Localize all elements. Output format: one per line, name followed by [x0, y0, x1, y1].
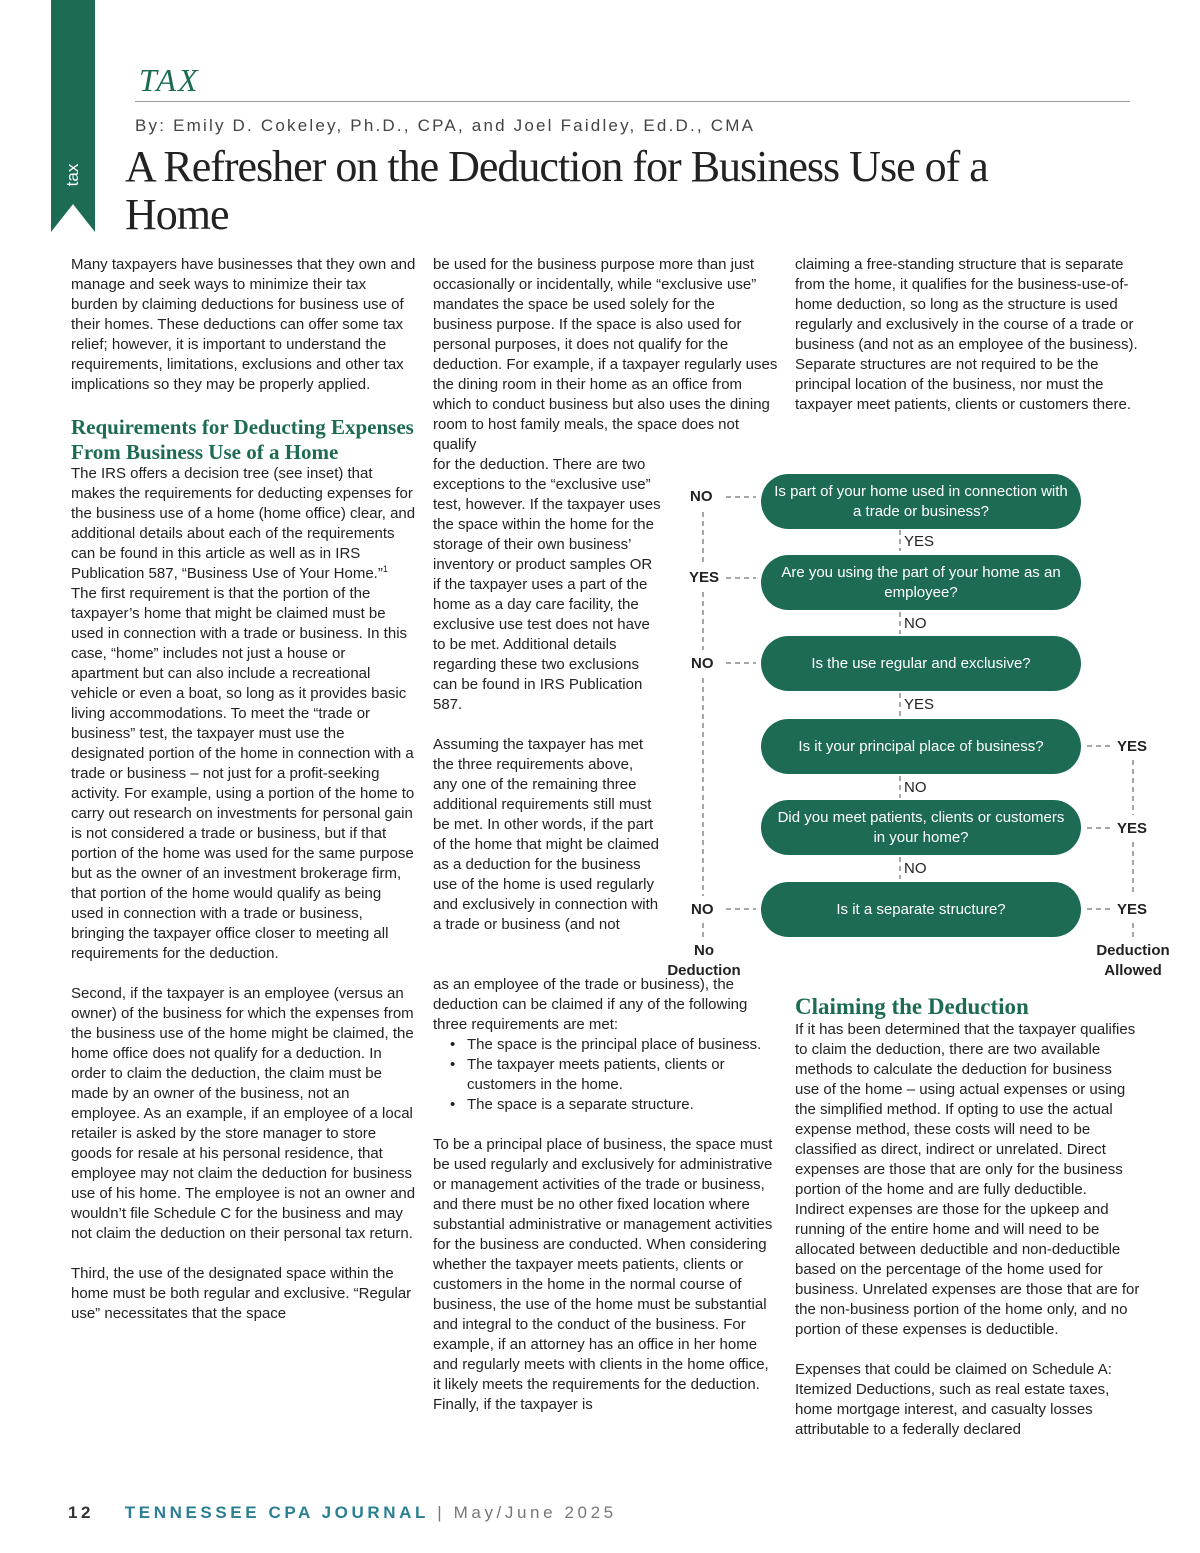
article-title: A Refresher on the Deduction for Business Use of a Home	[125, 142, 988, 239]
paragraph: claiming a free-standing structure that is separate from the home, it qualifies for the business-use-of-home deduction, so long as the structure is used regularly and exclusively in the course of a trade or business (and not as an employee of the business). Separate structures are not required to be the principal location of the business, nor must the taxpayer meet patients, clients or customers there.	[795, 256, 1138, 413]
left-label: NO	[690, 488, 713, 505]
requirements-heading: Requirements for Deducting Expenses From Business Use of a Home	[71, 415, 414, 464]
decision-box-principal-place: Is it your principal place of business?	[761, 719, 1081, 774]
decision-box-employee: Are you using the part of your home as an employee?	[761, 555, 1081, 610]
left-label: NO	[691, 655, 714, 672]
left-label: YES	[689, 569, 720, 586]
paragraph: The IRS offers a decision tree (see inset) that makes the requirements for deducting expenses for the business use of a home (home office) clear, and additional details about each of the requirements can be found in this article as well as in IRS Publication 587, “Business Use of Your Home.”$^1$ The first requirement is that the portion of the taxpayer’s home that might be claimed must be used in connection with a trade or business. In this case, “home” includes not just a house or apartment but can also include a recreational vehicle or even a boat, so long as it provides basic living accommodations. To meet the “trade or business” test, the taxpayer must use the designated portion of the home in connection with a trade or business – not just for a profit-seeking activity. For example, using a portion of the home to carry out research on investments for personal gain is not considered a trade or business, but if that portion of the home was used for the same purpose but as the owner of an investment brokerage firm, that portion of the home would qualify as being used in connection with a trade or business, bringing the taxpayer office closer to meeting all requirements for the deduction.	[71, 465, 416, 962]
section-title: TAX	[139, 62, 200, 98]
right-label: YES	[1117, 820, 1148, 837]
middle-label: YES	[904, 533, 935, 550]
footer-separator: |	[437, 1503, 446, 1522]
paragraph: for the deduction. There are two exceptions to the “exclusive use” test, however. If the taxpayer uses the space within the home for the storage of their own business’ inventory or product samples OR if the taxpayer uses a part of the home as a day care facility, the exclusive use test does not have to be met. Additional details regarding these two exclusions can be found in IRS Publication 587.	[433, 456, 661, 713]
paragraph: be used for the business purpose more than just occasionally or incidentally, while “exclusive use” mandates the space be used solely for the business purpose. If the space is also used for personal purposes, it does not qualify for the deduction. For example, if a taxpayer regularly uses the dining room in their home as an office from which to conduct business but also uses the dining room to host family meals, the space does not qualify	[433, 256, 778, 453]
page-number: 12	[68, 1503, 95, 1522]
decision-box-separate-structure: Is it a separate structure?	[761, 882, 1081, 937]
byline: By: Emily D. Cokeley, Ph.D., CPA, and Joel Faidley, Ed.D., CMA	[135, 116, 756, 135]
list-item: • The space is a separate structure.	[467, 1095, 778, 1115]
claiming-heading: Claiming the Deduction	[795, 994, 1029, 1019]
decision-box-regular-exclusive: Is the use regular and exclusive?	[761, 636, 1081, 691]
no-deduction-outcome: No Deduction	[667, 942, 741, 979]
middle-label: NO	[904, 615, 927, 632]
section-tab-label: tax	[63, 163, 82, 187]
deduction-allowed-outcome: Deduction Allowed	[1096, 942, 1170, 979]
list-item: • The space is the principal place of business.	[467, 1035, 778, 1055]
right-label: YES	[1117, 901, 1148, 918]
page-footer	[68, 1503, 617, 1523]
paragraph: To be a principal place of business, the space must be used regularly and exclusively for administrative or management activities of the trade or business, and there must be no other fixed location where substantial administrative or management activities for the business are conducted. When considering whether the taxpayer meets patients, clients or customers in the home in the normal course of business, the use of the home must be substantial and integral to the conduct of the business. For example, if an attorney has an office in her home and regularly meets with clients in the home office, it likely meets the requirements for the deduction. Finally, if the taxpayer is	[433, 1136, 773, 1413]
list-item: • The taxpayer meets patients, clients or customers in the home.	[467, 1055, 778, 1095]
right-label: YES	[1117, 738, 1148, 755]
footnote-marker: 1	[382, 564, 388, 574]
paragraph: Assuming the taxpayer has met the three requirements above, any one of the remaining three additional requirements still must be met. In other words, if the part of the home that might be claimed as a deduction for the business use of the home is used regularly and exclusively in connection with a trade or business (and not	[433, 736, 659, 933]
paragraph: Third, the use of the designated space within the home must be both regular and exclusive. “Regular use” necessitates that the space	[71, 1265, 412, 1322]
journal-name: TENNESSEE CPA JOURNAL	[124, 1503, 429, 1522]
intro-paragraph: Many taxpayers have businesses that they own and manage and seek ways to minimize their tax burden by claiming deductions for business use of their homes. These deductions can offer some tax relief; however, it is important to understand the requirements, limitations, exclusions and other tax implications so they may be properly applied.	[71, 256, 416, 393]
middle-label: YES	[904, 696, 935, 713]
paragraph: as an employee of the trade or business), the deduction can be claimed if any of the following three requirements are met:	[433, 976, 748, 1033]
paragraph: Expenses that could be claimed on Schedule A: Itemized Deductions, such as real estate taxes, home mortgage interest, and casualty losses attributable to a federally declared	[795, 1361, 1112, 1438]
middle-label: NO	[904, 779, 927, 796]
decision-box-trade-or-business: Is part of your home used in connection with a trade or business?	[761, 474, 1081, 529]
issue-date: May/June 2025	[453, 1503, 617, 1522]
middle-label: NO	[904, 860, 927, 877]
left-label: NO	[691, 901, 714, 918]
paragraph: Second, if the taxpayer is an employee (versus an owner) of the business for which the expenses from the business use of the home might be claimed, the home office does not qualify for a deduction. In order to claim the deduction, the claim must be made by an owner of the business, not an employee. As an example, if an employee of a local retailer is asked by the store manager to store goods for resale at his personal residence, that employee may not claim the deduction for business use of his home. The employee is not an owner and wouldn’t file Schedule C for the business and may not claim the deduction on their personal tax return.	[71, 985, 416, 1242]
decision-box-meet-clients: Did you meet patients, clients or customers in your home?	[761, 800, 1081, 855]
paragraph: If it has been determined that the taxpayer qualifies to claim the deduction, there are two available methods to calculate the deduction for business use of the home – using actual expenses or using the simplified method. If opting to use the actual expense method, these costs will need to be classified as direct, indirect or unrelated. Direct expenses are those that are only for the business portion of the home and are fully deductible. Indirect expenses are those for the upkeep and running of the entire home and will need to be allocated between deductible and non-deductible based on the percentage of the home used for business. Unrelated expenses are those that are for the non-business portion of the home only, and no portion of these expenses is deductible.	[795, 1021, 1140, 1338]
